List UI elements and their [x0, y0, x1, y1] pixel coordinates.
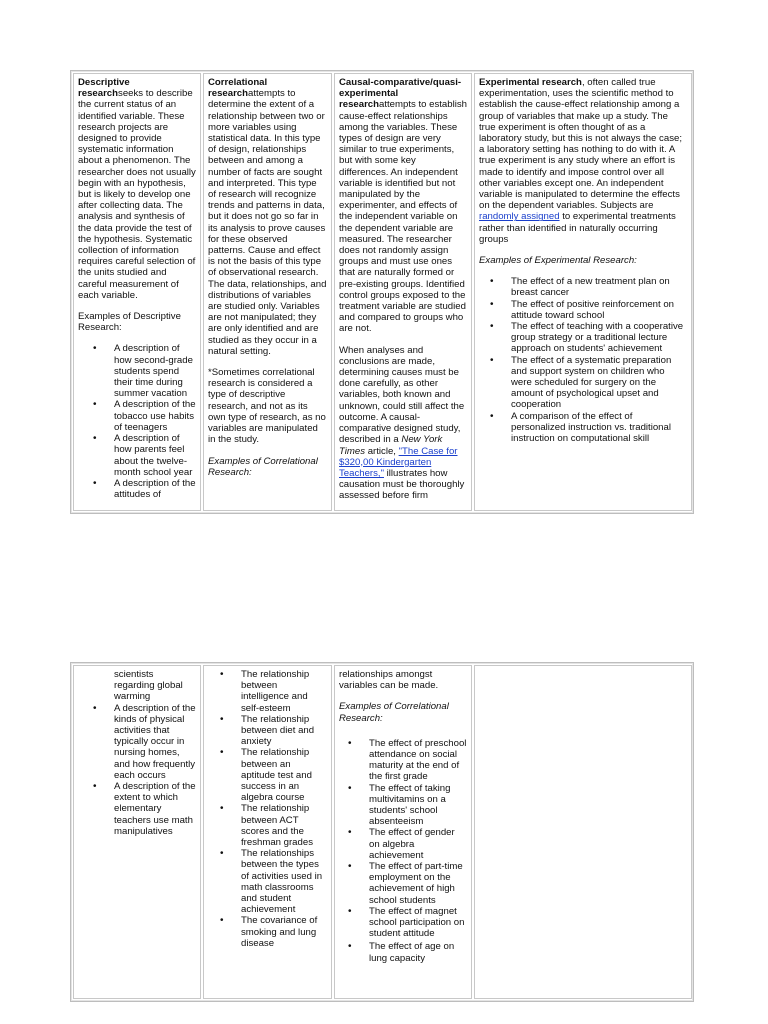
correlational-examples-heading: [208, 456, 327, 478]
causal-title: Causal-comparative/quasi-experimental research: [339, 77, 462, 111]
examples-heading-text: Examples of Correlational Research:: [339, 701, 449, 724]
research-types-table-top: [70, 70, 694, 514]
experimental-body-a: , often called true experimentation, uses the scientific method to establish the cause-effect relationship among a group of variables that make up a study. The true experiment is often thought of as a laboratory study, but this is not always the case; a laboratory setting has nothing to do with it. A true experiment is any study where an effort is made to identify and impose control over all other variables except one. An independent variable is manipulated to determine the effects on the dependent variables. Subjects are: [479, 77, 682, 212]
causal-p2-text-c: illustrates how causation must be thoroughly assessed before firm: [339, 467, 465, 502]
correlational-research-cell: [203, 73, 332, 511]
causal-paragraph: [339, 77, 467, 335]
list-item: • The relationship between an aptitude test and success in an algebra course: [241, 747, 327, 803]
list-item: • The effect of a new treatment plan on breast cancer: [511, 276, 687, 298]
correlational-note: *Sometimes correlational research is considered a type of descriptive research, and not as its own type of research, as no variables are manipulated in the study.: [208, 367, 326, 446]
list-item: • A description of the extent to which elementary teachers use math manipulatives: [114, 781, 196, 837]
list-item: • The relationship between intelligence and self-esteem: [241, 669, 327, 714]
list-item: • The covariance of smoking and lung disease: [241, 915, 327, 949]
descriptive-research-cell-cont: [73, 665, 201, 999]
list-item: • The relationships between the types of activities used in math classrooms and student achievement: [241, 848, 327, 915]
causal-body: attempts to establish cause-effect relationships among the variables. These types of design are very similar to true experiments, but with some key differences. An independent variable is identified but not manipulated by the experimenter, and effects of the independent variable on the dependent variable are measured. The researcher does not randomly assign groups and must use ones that are naturally formed or pre-existing groups. Identified control groups exposed to the treatment variable are studied and compared to groups who are not.: [339, 99, 468, 335]
list-item: • A description of the attitudes of: [114, 478, 196, 500]
examples-heading-text: Examples of Correlational Research:: [208, 455, 318, 478]
kindergarten-teachers-link[interactable]: "The Case for $320,00 Kindergarten Teachers,": [339, 445, 458, 479]
list-item: • The effect of part-time employment on the achievement of high school students: [369, 861, 467, 906]
list-item: • A description of how parents feel about the twelve-month school year: [114, 433, 196, 478]
experimental-title: Experimental research: [479, 77, 582, 88]
causal-p2-text-b: article,: [365, 445, 399, 457]
experimental-body-b: to experimental treatments rather than identified in naturally occurring groups: [479, 211, 676, 245]
causal-comparative-cell-cont: [334, 665, 472, 999]
descriptive-title: Descriptive research: [78, 77, 130, 100]
list-item: • The relationship between ACT scores and the freshman grades: [241, 803, 327, 848]
list-item: • The effect of taking multivitamins on a students' school absenteeism: [369, 783, 467, 828]
descriptive-paragraph: [78, 77, 196, 301]
list-item: • A description of the kinds of physical activities that typically occur in nursing homes, and how frequently each occurs: [114, 703, 196, 781]
descriptive-examples-list: [78, 343, 196, 500]
list-item: • A description of how second-grade students spend their time during summer vacation: [114, 343, 196, 399]
causal-examples-heading: [339, 701, 467, 723]
correlational-paragraph: [208, 77, 327, 357]
examples-heading-text: Examples of Experimental Research:: [479, 255, 637, 267]
experimental-paragraph: [479, 77, 687, 245]
research-types-table-bottom: [70, 662, 694, 1002]
list-item: • The effect of age on lung capacity: [369, 941, 467, 963]
experimental-research-cell-cont: [474, 665, 692, 999]
experimental-research-cell: [474, 73, 692, 511]
descriptive-body: seeks to describe the current status of an identified variable. These research projects are designed to provide systematic information about a phenomenon. The researcher does not usually begin with an hypothesis, but is likely to develop one after collecting data. The analysis and synthesis of the data provide the test of the hypothesis. Systematic collection of information requires careful selection of the units studied and careful measurement of each variable.: [78, 88, 196, 301]
causal-continuation: relationships amongst variables can be made.: [339, 669, 439, 692]
descriptive-examples-heading: Examples of Descriptive Research:: [78, 311, 181, 334]
list-item: • The effect of gender on algebra achievement: [369, 827, 467, 861]
causal-paragraph-2: [339, 345, 467, 502]
list-item-continuation: scientists regarding global warming: [114, 669, 183, 703]
causal-p2-text-a: When analyses and conclusions are made, determining causes must be done carefully, as other variables, both known and unknown, could still affect the outcome. A causal-comparative designed study, described in a: [339, 344, 465, 446]
experimental-examples-list: [479, 276, 687, 444]
list-item: • A comparison of the effect of personalized instruction vs. traditional instruction on computational skill: [511, 411, 687, 445]
list-item: • The effect of magnet school participation on student attitude: [369, 906, 467, 940]
list-item: • The relationship between diet and anxiety: [241, 714, 327, 748]
experimental-examples-heading: [479, 255, 687, 266]
list-item: • A description of the tobacco use habits of teenagers: [114, 399, 196, 433]
correlational-research-cell-cont: [203, 665, 332, 999]
list-item: • The effect of positive reinforcement on attitude toward school: [511, 299, 687, 321]
list-item: • The effect of a systematic preparation and support system on children who were scheduled for surgery on the amount of psychological upset and cooperation: [511, 355, 687, 411]
descriptive-research-cell: [73, 73, 201, 511]
list-item: • The effect of preschool attendance on social maturity at the end of the first grade: [369, 738, 467, 783]
nyt-title: New York Times: [339, 434, 443, 457]
causal-examples-list: [339, 738, 467, 964]
randomly-assigned-link[interactable]: randomly assigned: [479, 211, 560, 223]
causal-comparative-cell: [334, 73, 472, 511]
correlational-examples-list: [208, 669, 327, 949]
descriptive-examples-list-cont: [78, 669, 196, 837]
list-item: • The effect of teaching with a cooperative group strategy or a traditional lecture approach on students' achievement: [511, 321, 687, 355]
correlational-body: attempts to determine the extent of a relationship between two or more variables using statistical data. In this type of design, relationships between and among a number of facts are sought and interpreted. This type of research will recognize trends and patterns in data, but it does not go so far in its analysis to prove causes for these observed patterns. Cause and effect is not the basis of this type of observational research. The data, relationships, and distributions of variables are studied only. Variables are not manipulated; they are only identified and are studied as they occur in a natural setting.: [208, 88, 327, 357]
correlational-title: Correlational research: [208, 77, 268, 100]
